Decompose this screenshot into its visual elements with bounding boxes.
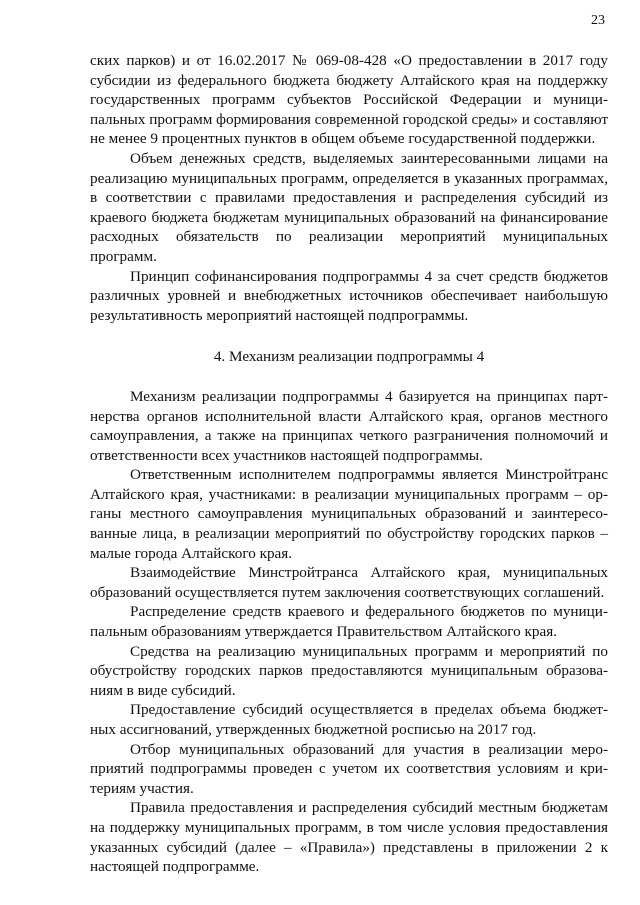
paragraph-subsidies-limits: Предоставление субсидий осуществляется в пределах объема бюджетных ассигнований, утвержденных бюджетной росписью на 2017 год. (90, 701, 608, 738)
paragraph-distribution: Распределение средств краевого и федерального бюджетов по муниципальным образованиям утверждается Правительством Алтайского края. (90, 603, 608, 641)
section-heading: 4. Механизм реализации подпрограммы 4 (213, 348, 485, 366)
paragraph-subsidies-form: Средства на реализацию муниципальных программ и мероприятий по обустройству городских парков предоставляются муниципальным образованиям в виде субсидий. (90, 642, 608, 699)
paragraph-funding-volume: Объем денежных средств, выделяемых заинтересованными лицами на реализацию муниципальных программ, определяется в указанных программах, в соответствии с правилами предоставления и распределения субсидий из краевого бюджета бюджетам муниципальных образований на финансирование расходных обязательств по реализации мероприятий муниципальных программ. (90, 149, 608, 265)
paragraph-mechanism: Механизм реализации подпрограммы 4 базируется на принципах партнерства органов исполнительной власти Алтайского края, органов местного самоуправления, а также на принципах четкого разграничения полномочий и ответственности всех участников настоящей подпрограммы. (90, 387, 608, 464)
page-number: 23 (591, 13, 605, 28)
document-body (90, 51, 608, 877)
paragraph-interaction: Взаимодействие Минстройтранса Алтайского края, муниципальных образований осуществляется путем заключения соответствующих соглашений. (90, 564, 608, 601)
paragraph-responsible-executor: Ответственным исполнителем подпрограммы является Минстройтранс Алтайского края, участниками: в реализации муниципальных программ – органы местного самоуправления муниципальных образований и заинтересованные лица, в реализации мероприятий по обустройству городских парков – малые города Алтайского края. (90, 466, 608, 562)
paragraph-cofinancing-principle: Принцип софинансирования подпрограммы 4 за счет средств бюджетов различных уровней и внебюджетных источников обеспечивает наибольшую результативность мероприятий настоящей подпрограммы. (90, 267, 608, 324)
paragraph-rules: Правила предоставления и распределения субсидий местным бюджетам на поддержку муниципальных программ, в том числе условия предоставления указанных субсидий (далее – «Правила») представлены в приложении 2 к настоящей подпрограмме. (90, 799, 608, 876)
paragraph-selection: Отбор муниципальных образований для участия в реализации мероприятий подпрограммы проведен с учетом их соответствия условиям и критериям участия. (90, 740, 608, 797)
paragraph-continuation: ских парков) и от 16.02.2017 № 069-08-428 «О предоставлении в 2017 году субсидии из федерального бюджета бюджету Алтайского края на поддержку государственных программ субъектов Российской Федерации и муниципальных программ формирования современной городской среды» и составляют не менее 9 процентных пунктов в общем объеме государственной поддержки. (90, 52, 608, 148)
